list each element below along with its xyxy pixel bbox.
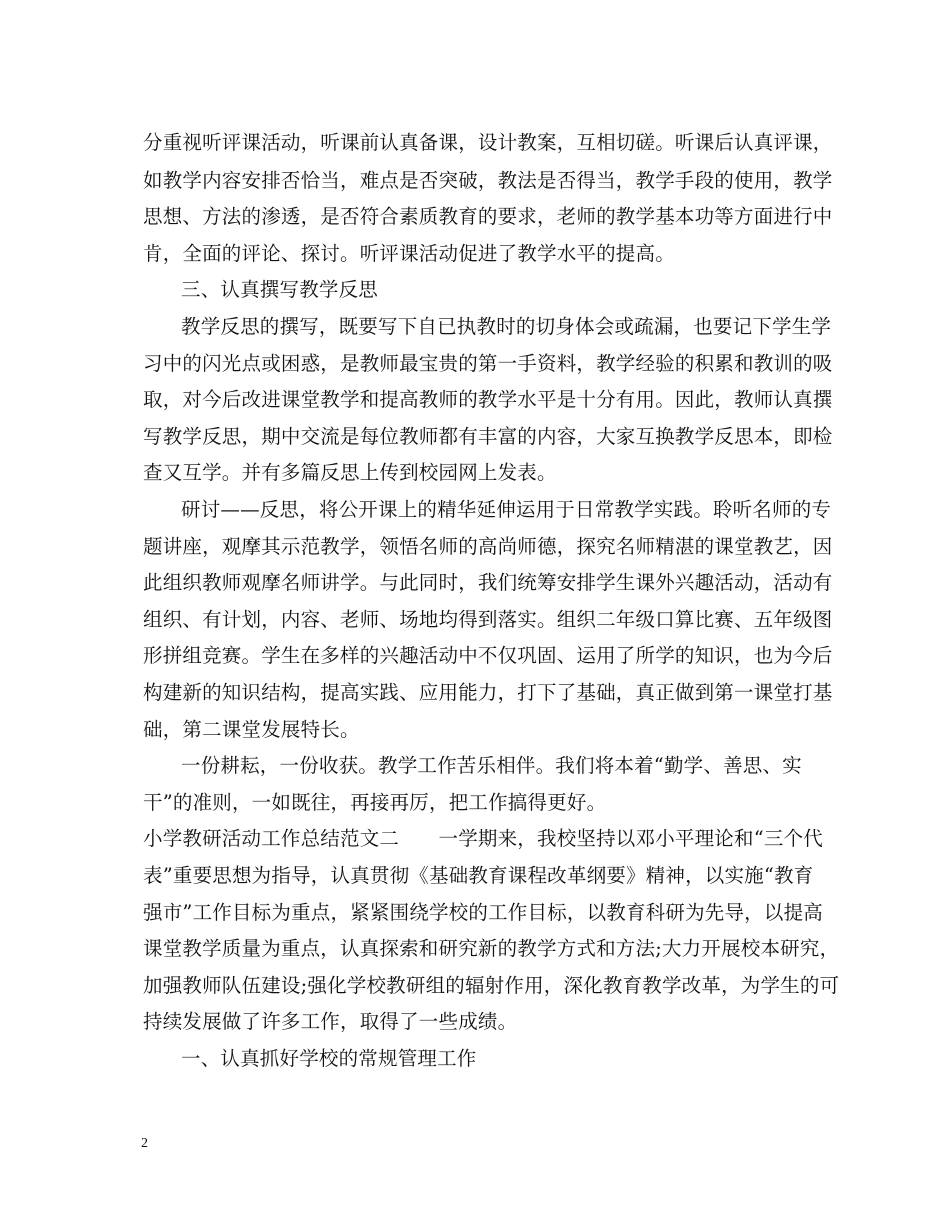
section-heading: 一、认真抓好学校的常规管理工作 (181, 1047, 477, 1070)
body-text-line: 持续发展做了许多工作，取得了一些成绩。 (143, 1010, 518, 1033)
body-text-line: 课堂教学质量为重点，认真探索和研究新的教学方式和方法;大力开展校本研究， (143, 937, 840, 960)
body-text-line: 形拼组竞赛。学生在多样的兴趣活动中不仅巩固、运用了所学的知识，也为今后 (143, 644, 833, 667)
body-text-line: 表”重要思想为指导，认真贯彻《基础教育课程改革纲要》精神，以实施“教育 (143, 864, 814, 887)
body-text-line: 分重视听评课活动，听课前认真备课，设计教案，互相切磋。听课后认真评课， (143, 131, 833, 154)
body-text-line: 思想、方法的渗透，是否符合素质教育的要求，老师的教学基本功等方面进行中 (143, 205, 833, 228)
body-text-line: 组织、有计划，内容、老师、场地均得到落实。组织二年级口算比赛、五年级图 (143, 608, 833, 631)
body-text-line: 此组织教师观摩名师讲学。与此同时，我们统筹安排学生课外兴趣活动，活动有 (143, 571, 833, 594)
body-text-line: 题讲座，观摩其示范教学，领悟名师的高尚师德，探究名师精湛的课堂教艺，因 (143, 535, 833, 558)
body-text-line: 强市”工作目标为重点，紧紧围绕学校的工作目标，以教育科研为先导，以提高 (143, 901, 823, 924)
body-text-line: 础，第二课堂发展特长。 (143, 718, 360, 741)
body-text-line: 加强教师队伍建设;强化学校教研组的辐射作用，深化教育教学改革，为学生的可 (143, 974, 840, 997)
body-text-line: 研讨——反思，将公开课上的精华延伸运用于日常教学实践。聆听名师的专 (181, 498, 832, 521)
body-text-line: 一份耕耘，一份收获。教学工作苦乐相伴。我们将本着“勤学、善思、实 (181, 754, 802, 777)
body-text-line: 取，对今后改进课堂教学和提高教师的教学水平是十分有用。因此，教师认真撰 (143, 388, 833, 411)
body-text-line: 习中的闪光点或困惑，是教师最宝贵的第一手资料，教学经验的积累和教训的吸 (143, 352, 833, 375)
page-number: 2 (141, 1136, 148, 1151)
body-text-line: 小学教研活动工作总结范文二 一学期来，我校坚持以邓小平理论和“三个代 (143, 827, 823, 850)
body-text-line: 肯，全面的评论、探讨。听评课活动促进了教学水平的提高。 (143, 242, 675, 265)
body-text-line: 干”的准则，一如既往，再接再厉，把工作搞得更好。 (143, 791, 607, 814)
section-heading: 三、认真撰写教学反思 (181, 278, 379, 301)
body-text-line: 教学反思的撰写，既要写下自已执教时的切身体会或疏漏，也要记下学生学 (181, 315, 832, 338)
body-text-line: 构建新的知识结构，提高实践、应用能力，打下了基础，真正做到第一课堂打基 (143, 681, 833, 704)
body-text-line: 如教学内容安排否恰当，难点是否突破，教法是否得当，教学手段的使用，教学 (143, 169, 833, 192)
body-text-line: 查又互学。并有多篇反思上传到校园网上发表。 (143, 461, 557, 484)
body-text-line: 写教学反思，期中交流是每位教师都有丰富的内容，大家互换教学反思本，即检 (143, 425, 833, 448)
